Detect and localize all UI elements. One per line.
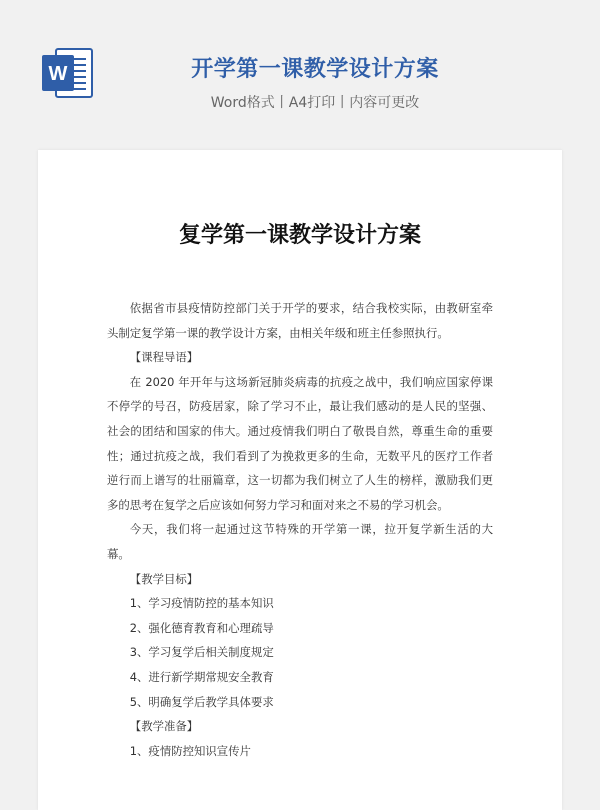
header-banner <box>0 0 600 150</box>
list-item-goal-4: 4、进行新学期常规安全教育 <box>129 669 274 684</box>
paragraph-course-intro: 在 2020 年开年与这场新冠肺炎病毒的抗疫之战中，我们响应国家停课不停学的号召，防疫居家，除了学习不止，最让我们感动的是人民的坚强、社会的团结和国家的伟大。通过疫情我们明白了敬畏自然，尊重生命的重要性；通过抗疫之战，我们看到了为挽救更多的生命，无数平凡的医疗工作者逆行而上谱写的壮丽篇章，这一切都为我们树立了人生的榜样，激励我们更多的思考在复学之后应该如何努力学习和面对来之不易的学习机会。 <box>107 374 493 512</box>
paragraph-today: 今天，我们将一起通过这节特殊的开学第一课，拉开复学新生活的大幕。 <box>107 522 493 561</box>
section-heading-preparation: 【教学准备】 <box>129 719 199 734</box>
banner-subtitle: Word格式丨A4打印丨内容可更改 <box>210 95 420 111</box>
list-item-goal-1: 1、学习疫情防控的基本知识 <box>129 596 274 611</box>
section-heading-course-intro: 【课程导语】 <box>129 350 199 365</box>
document-title: 复学第一课教学设计方案 <box>178 223 421 248</box>
document-page <box>38 150 562 810</box>
svg-text:W: W <box>48 63 68 85</box>
section-heading-goals: 【教学目标】 <box>129 571 199 586</box>
banner-title: 开学第一课教学设计方案 <box>191 57 439 82</box>
document-body <box>107 296 493 763</box>
paragraph-intro: 依据省市县疫情防控部门关于开学的要求，结合我校实际，由教研室牵头制定复学第一课的教学设计方案，由相关年级和班主任参照执行。 <box>107 301 493 340</box>
list-item-goal-2: 2、强化德育教育和心理疏导 <box>129 620 274 635</box>
list-item-goal-5: 5、明确复学后教学具体要求 <box>129 694 274 709</box>
list-item-prep-1: 1、疫情防控知识宣传片 <box>129 743 251 758</box>
list-item-goal-3: 3、学习复学后相关制度规定 <box>129 645 274 660</box>
